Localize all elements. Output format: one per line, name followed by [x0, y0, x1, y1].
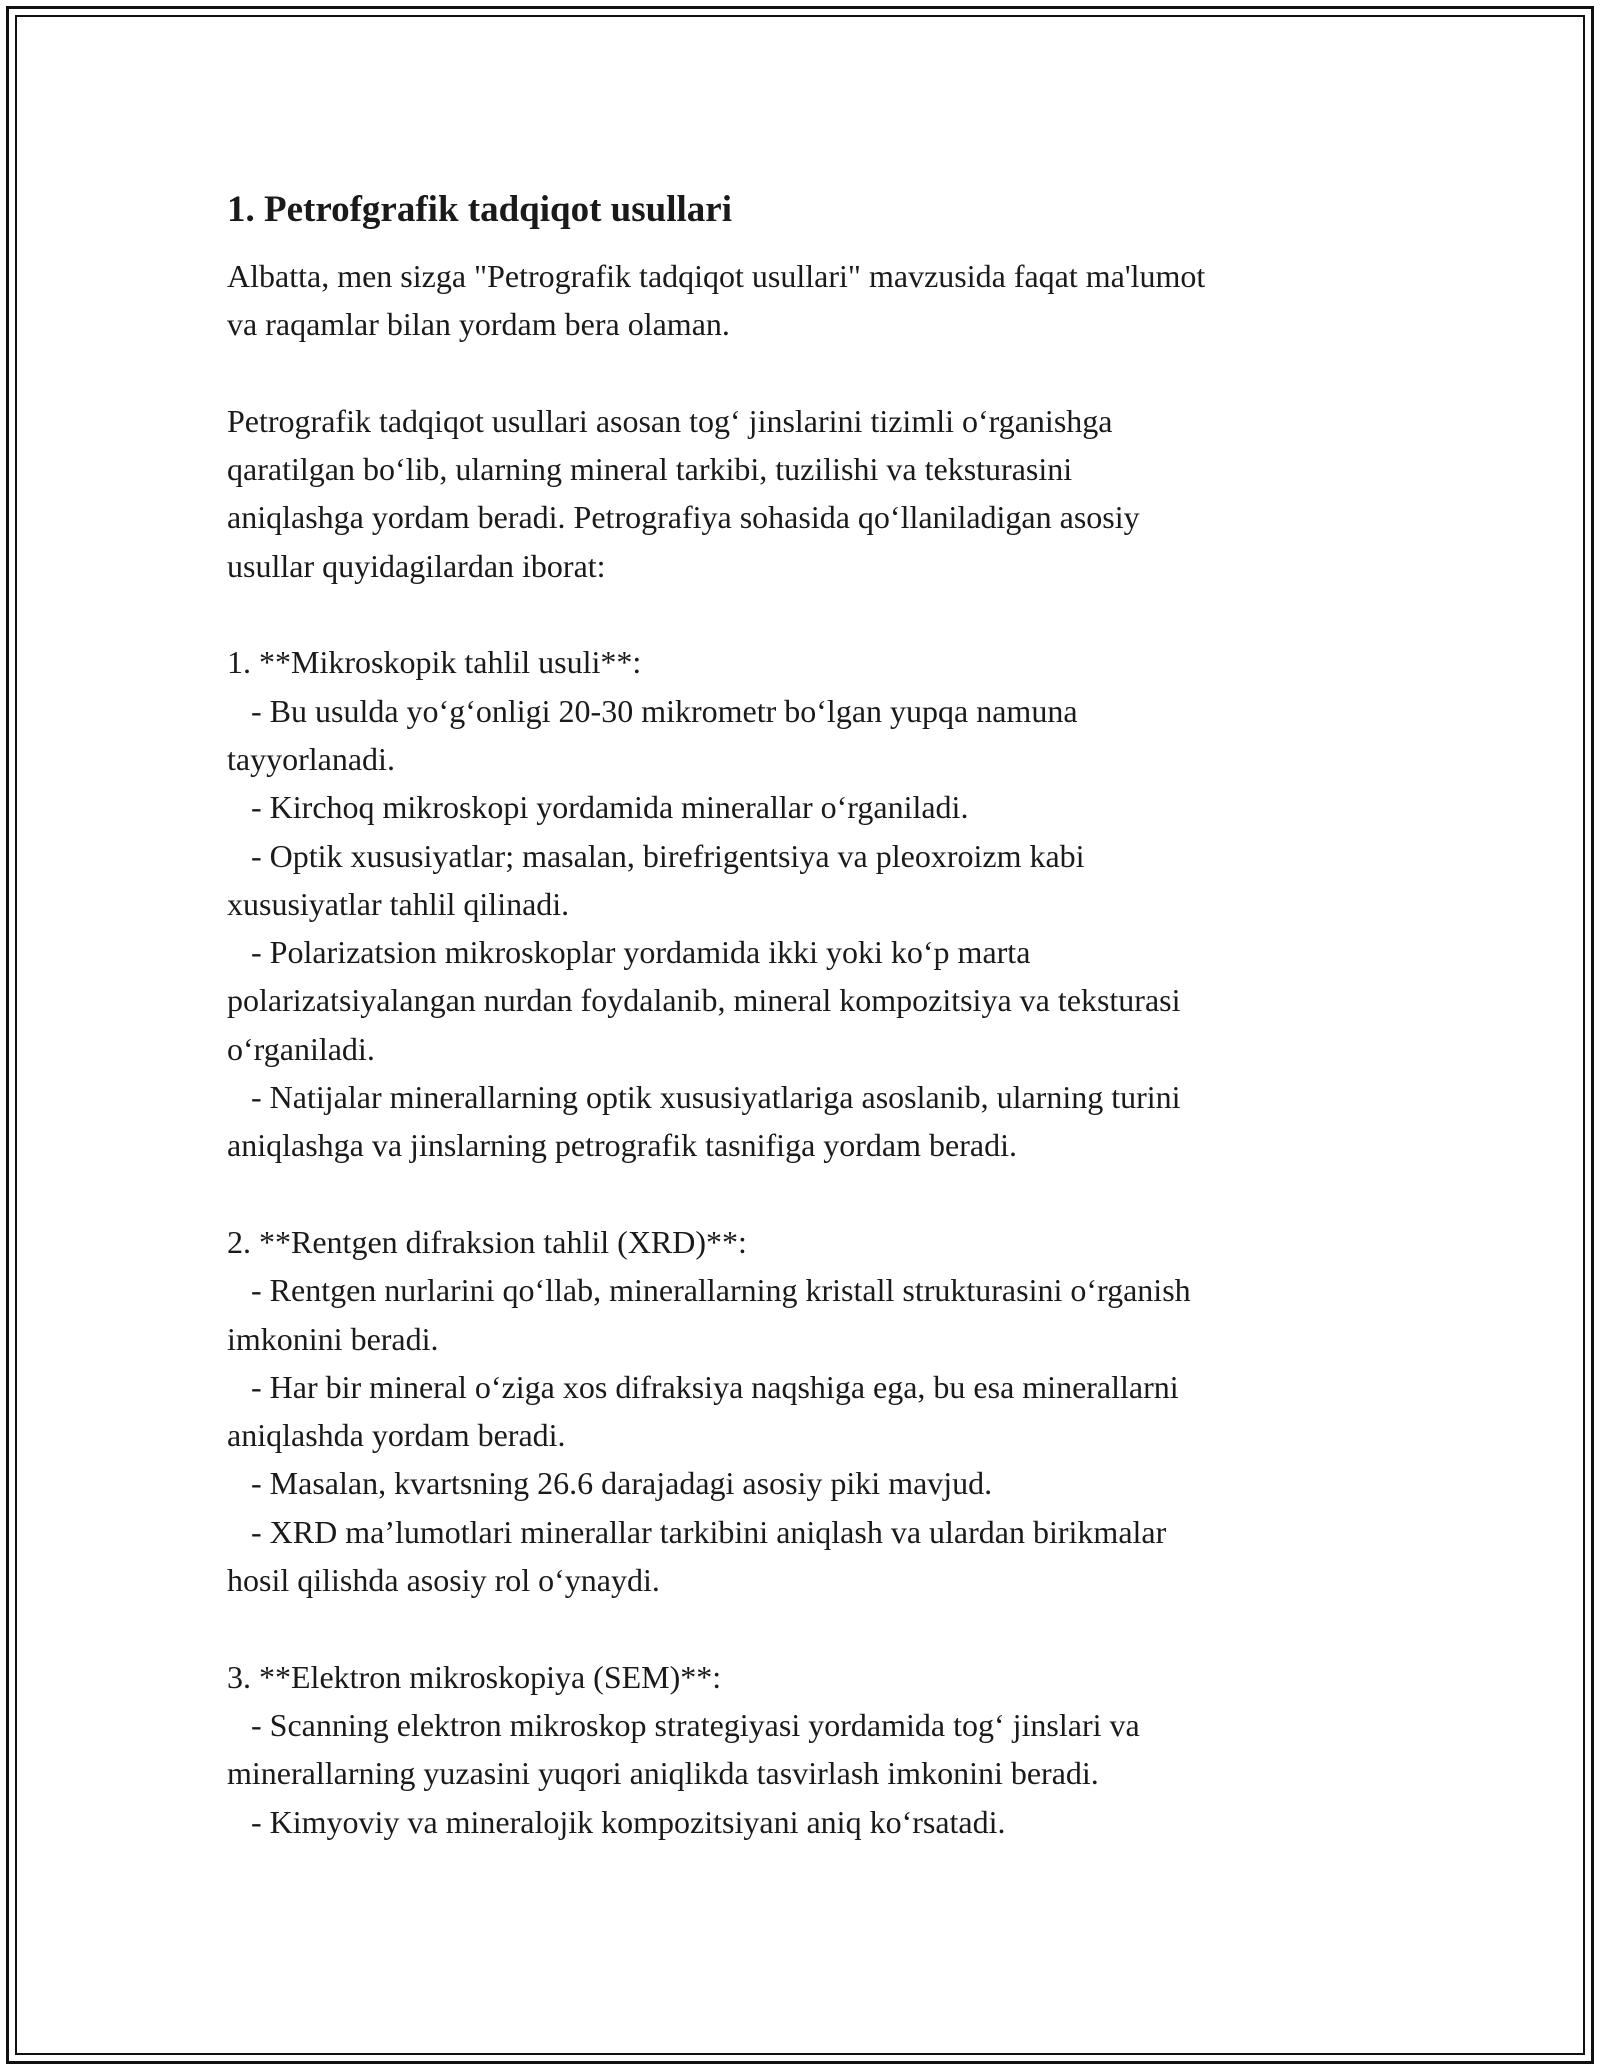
- list-item: - XRD ma’lumotlari minerallar tarkibini aniqlash va ulardan birikmalar hosil qilishda asosiy rol o‘ynaydi.: [227, 1513, 1167, 1599]
- overview-paragraph: Petrografik tadqiqot usullari asosan tog‘ jinslarini tizimli o‘rganishga qaratilgan bo‘lib, ularning mineral tarkibi, tuzilishi va teksturasini aniqlashga yordam beradi. Petrografiya sohasida qo‘llaniladigan asosiy usullar quyidagilardan iborat:: [227, 402, 1140, 584]
- section-heading: 3. **Elektron mikroskopiya (SEM)**:: [227, 1658, 722, 1695]
- list-item: - Scanning elektron mikroskop strategiyasi yordamida tog‘ jinslari va minerallarning yuzasini yuqori aniqlikda tasvirlash imkonini beradi.: [227, 1706, 1140, 1792]
- paragraph-gap: [227, 590, 1387, 638]
- document-body: [227, 186, 1387, 1846]
- list-item: - Kimyoviy va mineralojik kompozitsiyani aniq ko‘rsatadi.: [227, 1803, 1006, 1840]
- list-item: - Optik xususiyatlar; masalan, birefrigentsiya va pleoxroizm kabi xususiyatlar tahlil qilinadi.: [227, 837, 1085, 922]
- section-microscopy: [227, 638, 1387, 1169]
- list-item: - Kirchoq mikroskopi yordamida minerallar o‘rganiladi.: [227, 789, 969, 826]
- paragraph-gap: [227, 349, 1387, 397]
- section-xrd: [227, 1218, 1387, 1604]
- paragraph-gap: [227, 1604, 1387, 1652]
- list-item: - Masalan, kvartsning 26.6 darajadagi asosiy piki mavjud.: [227, 1465, 993, 1502]
- paragraph-gap: [227, 1170, 1387, 1218]
- list-item: - Har bir mineral o‘ziga xos difraksiya naqshiga ega, bu esa minerallarni aniqlashda yordam beradi.: [227, 1368, 1179, 1454]
- section-heading: 1. **Mikroskopik tahlil usuli**:: [227, 644, 642, 681]
- section-heading: 2. **Rentgen difraksion tahlil (XRD)**:: [227, 1223, 747, 1260]
- list-item: - Rentgen nurlarini qo‘llab, minerallarning kristall strukturasini o‘rganish imkonini beradi.: [227, 1272, 1191, 1357]
- list-item: - Natijalar minerallarning optik xususiyatlariga asoslanib, ularning turini aniqlashga va jinslarning petrografik tasnifiga yordam beradi.: [227, 1079, 1181, 1164]
- intro-paragraph: Albatta, men sizga "Petrografik tadqiqot usullari" mavzusida faqat ma'lumot va raqamlar bilan yordam bera olaman.: [227, 258, 1206, 343]
- list-item: - Polarizatsion mikroskoplar yordamida ikki yoki ko‘p marta polarizatsiyalangan nurdan foydalanib, mineral kompozitsiya va teksturasi o‘rganiladi.: [227, 934, 1181, 1067]
- list-item: - Bu usulda yo‘g‘onligi 20-30 mikrometr bo‘lgan yupqa namuna tayyorlanadi.: [227, 692, 1078, 777]
- document-title: 1. Petrofgrafik tadqiqot usullari: [227, 189, 732, 230]
- section-sem: [227, 1653, 1387, 1846]
